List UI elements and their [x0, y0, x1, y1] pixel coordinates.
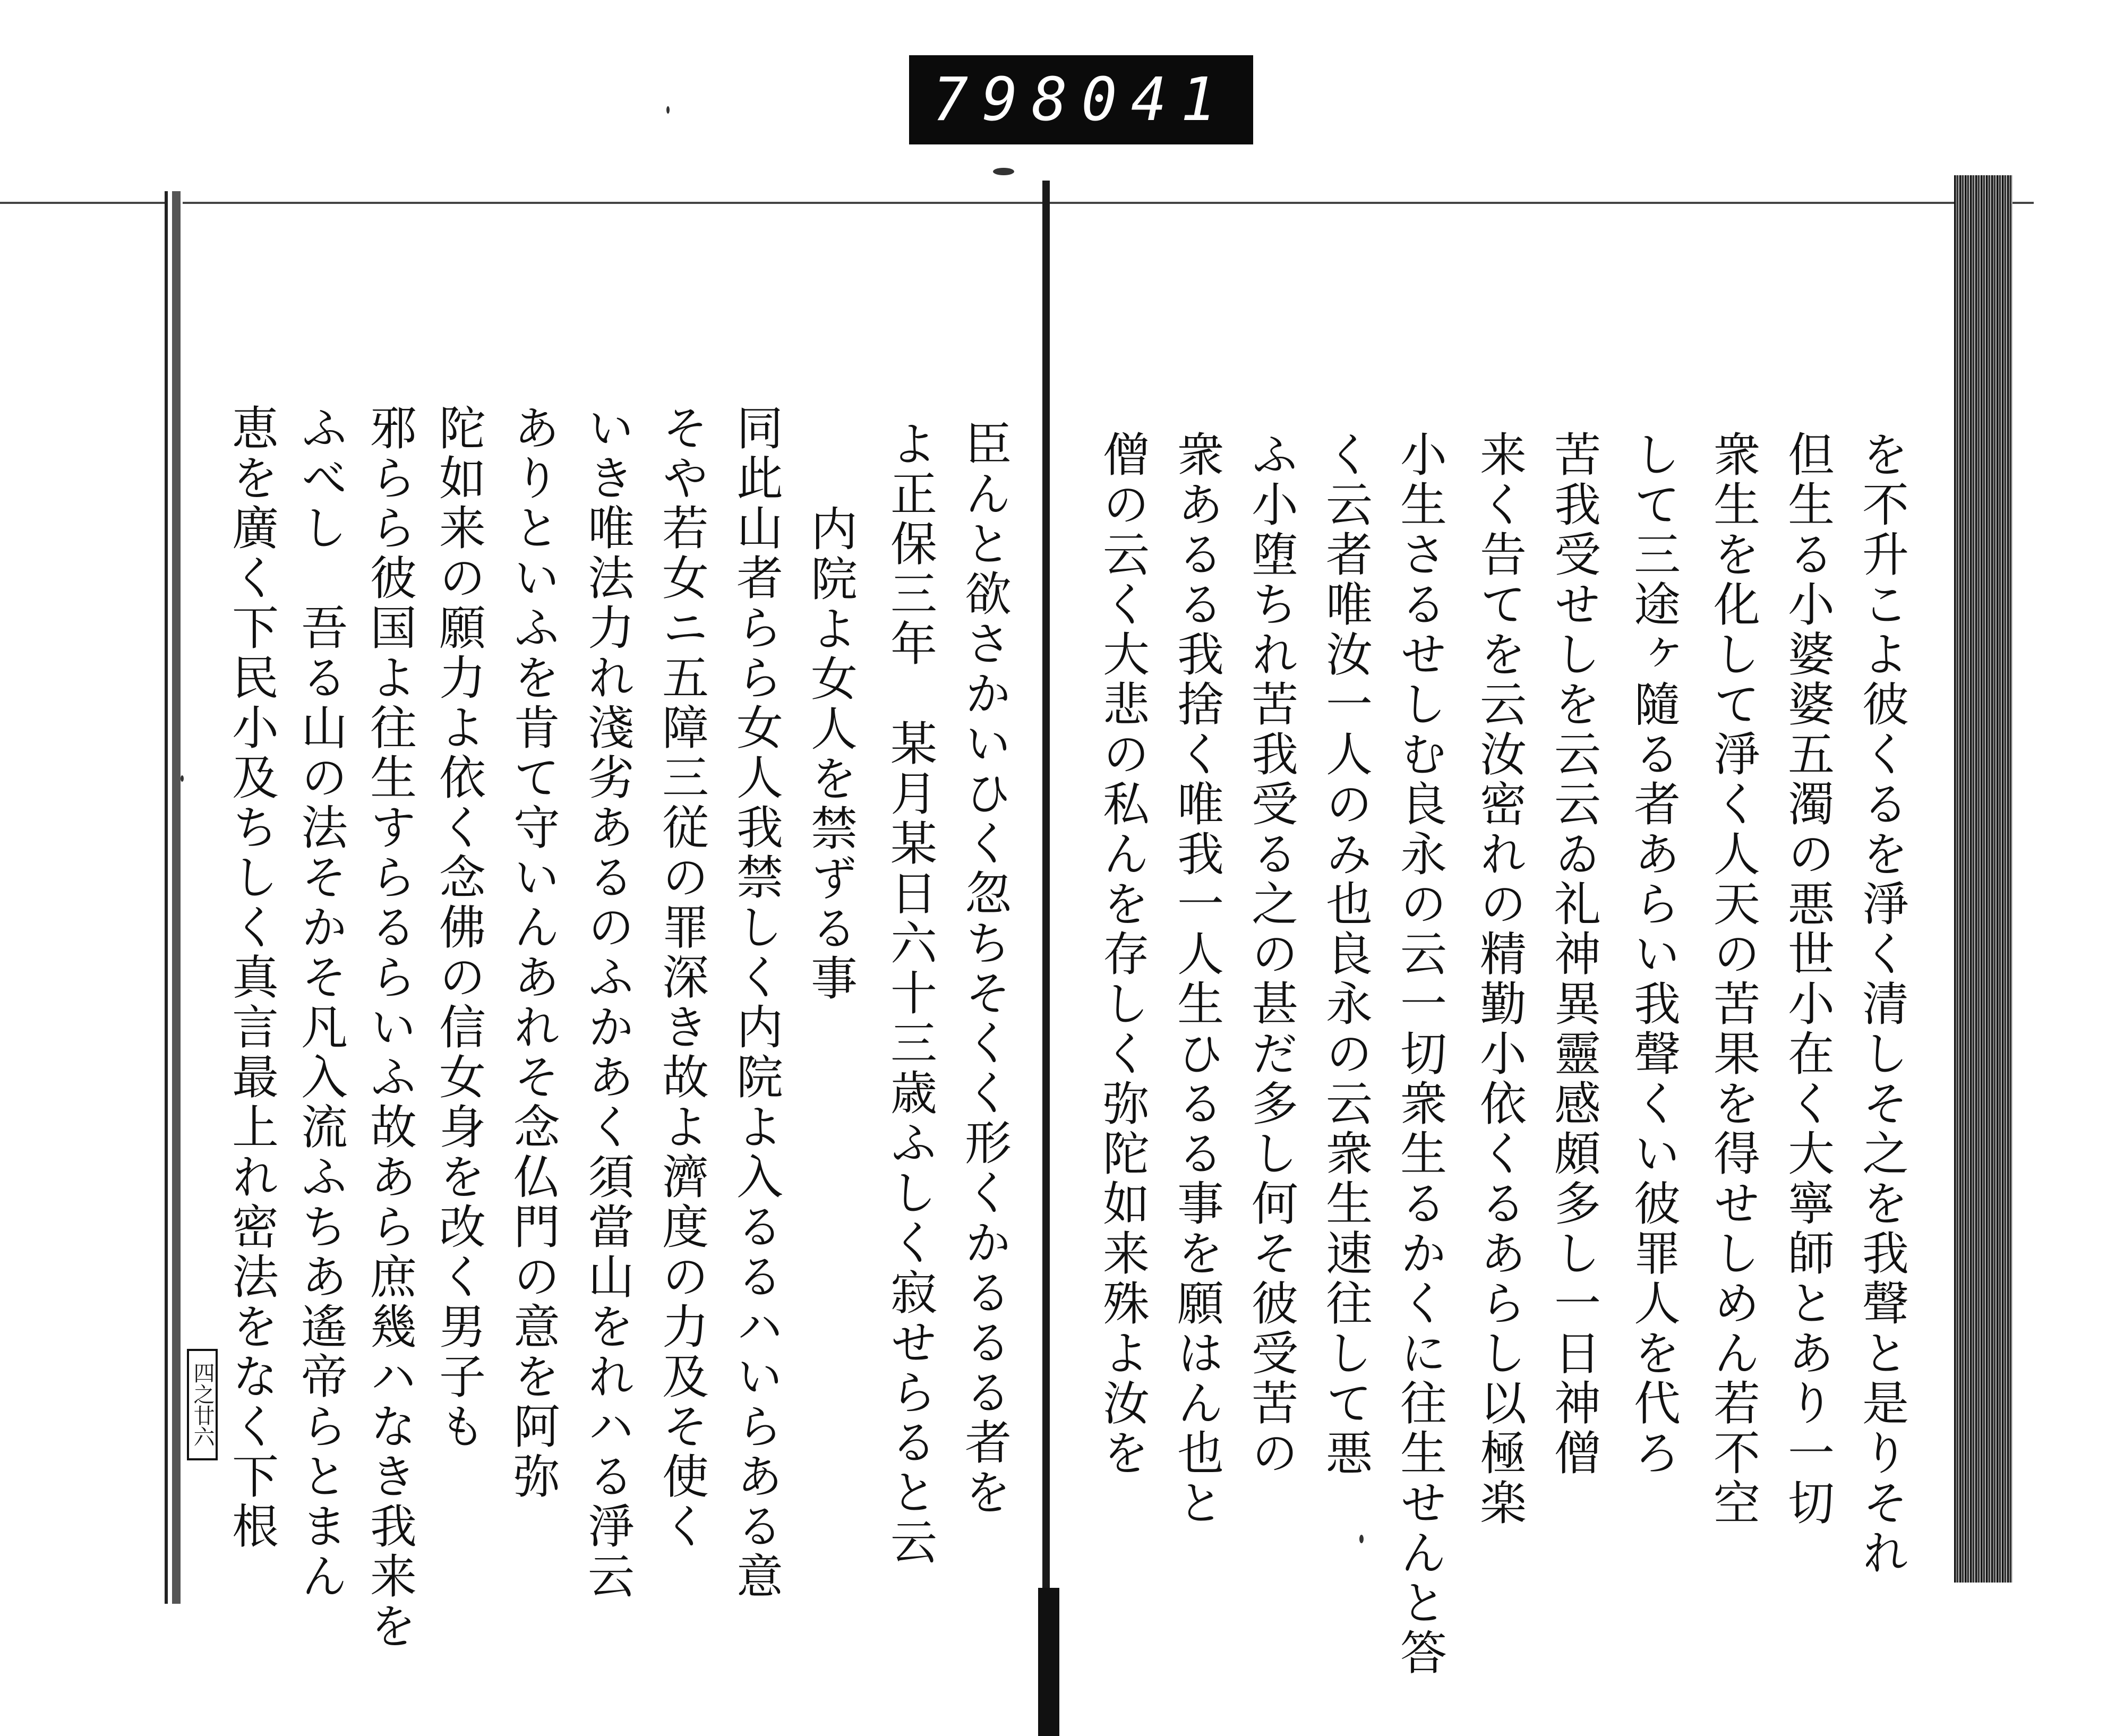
left-page-column-8: 陀如来の願力よ依く念佛の信女身を改く男子も: [432, 404, 486, 1452]
right-page-column-6: 来く告てを云汝密れの精勤小依くるあらし以極楽: [1472, 430, 1527, 1528]
left-page-column-11: 恵を廣く下民小及ちしく真言最上れ密法をなく下根: [225, 404, 279, 1552]
right-page-column-9: ふ小堕ちれ苦我受る之の甚だ多し何そ彼受苦の: [1244, 430, 1299, 1478]
left-page-column-7: ありといふを肯て守いんあれそ念仏門の意を阿弥: [506, 404, 561, 1502]
right-page-column-7: 小生さるせしむ良永の云一切衆生るかくに往生せんと答: [1393, 430, 1448, 1678]
left-page-column-5: そや若女ニ五障三従の罪深き故よ濟度の力及そ使く: [655, 404, 709, 1552]
frame-number-left: 798: [932, 65, 1082, 134]
right-page-column-1: を不升こよ彼くるを淨く清しそ之を我聲と是りそれ: [1855, 430, 1909, 1578]
page-number-box: 四之廿六: [187, 1349, 218, 1460]
book-spine-foot: [1038, 1588, 1059, 1736]
right-page-column-11: 僧の云く大悲の私んを存しく弥陀如来殊よ汝を: [1095, 430, 1150, 1478]
left-page-edge: [165, 191, 183, 1604]
left-page-column-4: 同此山者らら女人我禁しく内院よ入るるハいらある意: [729, 404, 784, 1602]
left-page-heading: 内院よ女人を禁ずる事: [803, 504, 858, 1004]
right-page-column-3: 衆生を化して淨く人天の苦果を得せしめん若不空: [1706, 430, 1761, 1528]
paper-speck: [993, 168, 1014, 175]
right-page-column-5: 苦我受せしを云云ゐ礼神異靈感頗多し一日神僧: [1547, 430, 1601, 1478]
right-page-column-8: く云者唯汝一人のみ也良永の云衆生速往して悪: [1318, 430, 1373, 1478]
left-page-column-6: いき唯法力れ淺劣あるのふかあく須當山をれハる淨云: [580, 404, 635, 1602]
left-page-column-1: 臣んと欲さかいひく忽ちそくく形くかるるる者を: [957, 420, 1012, 1518]
top-rule: [0, 202, 2034, 204]
microfilm-frame-label: [909, 55, 1253, 144]
frame-number-right: 041: [1081, 65, 1230, 134]
book-spine: [1042, 181, 1050, 1721]
right-page-column-10: 衆あるる我捨く唯我一人生ひるる事を願はん也と: [1170, 430, 1224, 1528]
left-page-column-9: 邪らら彼国よ往生すらるらいふ故あら庶幾ハなき我来を: [363, 404, 417, 1652]
right-page-edge: [1954, 175, 2012, 1583]
right-page-column-4: して三途ヶ隨る者あらい我聲くい彼罪人を代ろ: [1626, 430, 1681, 1478]
left-page-column-10: ふべし 吾る山の法そかそ凡入流ふちあ遙帝らとまん: [294, 404, 348, 1602]
paper-speck: [666, 106, 670, 114]
paper-speck: [181, 775, 184, 782]
left-page-column-2: よ正保三年 某月某日六十三歳ふしく寂せらると云: [883, 420, 938, 1568]
right-page-column-2: 但生る小婆婆五濁の悪世小在く大寧師とあり一切: [1780, 430, 1835, 1528]
paper-speck: [1359, 1535, 1364, 1543]
